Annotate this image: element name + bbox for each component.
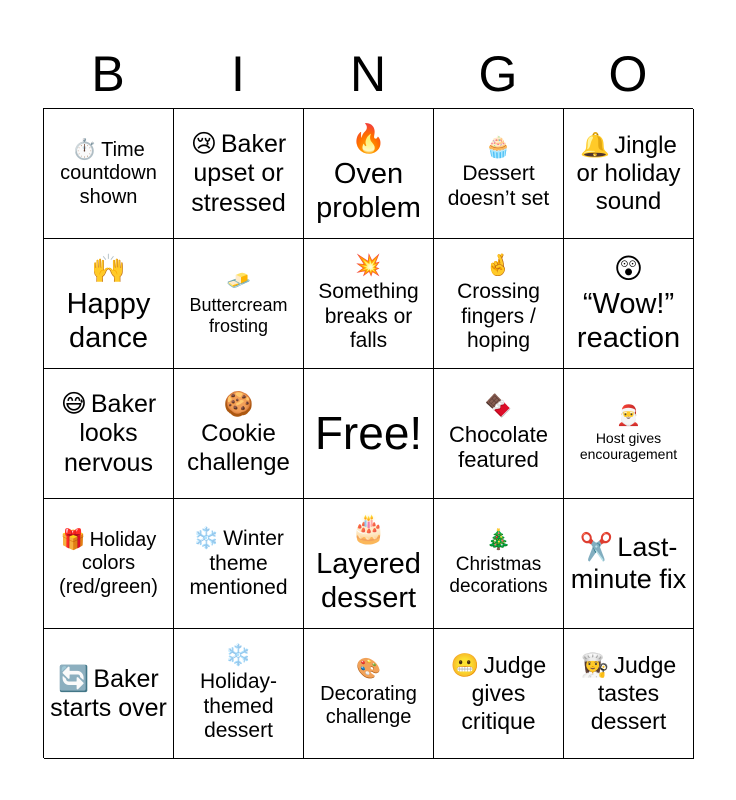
crossed-fingers-icon: 🤞 xyxy=(485,252,512,277)
cell-content xyxy=(178,390,299,477)
cell-label: Last-minute fix xyxy=(570,531,687,594)
cell-content xyxy=(48,389,169,479)
cell-label: Decorating challenge xyxy=(320,682,417,729)
bingo-cell[interactable] xyxy=(434,369,564,499)
cell-content xyxy=(178,129,299,219)
bingo-cell[interactable] xyxy=(174,369,304,499)
bingo-cell[interactable] xyxy=(564,109,694,239)
bingo-cell[interactable] xyxy=(174,499,304,629)
header-letter-o: O xyxy=(608,46,648,102)
bingo-cell[interactable] xyxy=(174,109,304,239)
cell-content xyxy=(48,138,169,210)
cell-label: Oven problem xyxy=(316,157,421,225)
bingo-cell[interactable] xyxy=(304,239,434,369)
cookie-icon: 🍪 xyxy=(223,390,254,419)
bingo-cell[interactable] xyxy=(174,239,304,369)
cell-content xyxy=(308,122,429,225)
cell-label: Holiday-themed dessert xyxy=(199,669,278,743)
cell-content xyxy=(308,253,429,354)
bingo-cell[interactable] xyxy=(434,629,564,759)
bingo-header xyxy=(43,40,693,108)
cell-label: Jingle or holiday sound xyxy=(576,131,681,216)
cell-content xyxy=(48,664,169,724)
cell-content xyxy=(568,532,689,596)
fire-icon: 🔥 xyxy=(351,121,386,155)
cell-label: Baker looks nervous xyxy=(64,389,157,477)
bingo-cell[interactable] xyxy=(304,499,434,629)
cell-content xyxy=(438,253,559,354)
raised-hands-icon: 🙌 xyxy=(91,251,126,285)
counterclockwise-arrows-icon: 🔄 xyxy=(58,663,90,693)
cell-label: Christmas decorations xyxy=(449,553,548,598)
bingo-cell[interactable] xyxy=(44,109,174,239)
cell-content xyxy=(308,657,429,730)
bingo-cell[interactable] xyxy=(304,109,434,239)
cell-content xyxy=(178,643,299,744)
cell-content xyxy=(48,252,169,355)
cell-label: Winter theme mentioned xyxy=(189,526,288,600)
cupcake-icon: 🧁 xyxy=(485,135,512,160)
free-space-cell[interactable] xyxy=(304,369,434,499)
cell-label: Dessert doesn’t set xyxy=(447,162,550,210)
cell-content xyxy=(438,528,559,598)
bell-icon: 🔔 xyxy=(580,130,611,159)
bingo-cell[interactable] xyxy=(44,629,174,759)
bingo-cell[interactable] xyxy=(434,239,564,369)
header-letter-n: N xyxy=(349,46,387,102)
cell-label: Crossing fingers / hoping xyxy=(457,279,540,353)
bingo-cell[interactable] xyxy=(434,109,564,239)
cell-label: Host gives encouragement xyxy=(579,429,678,463)
cell-label: Something breaks or falls xyxy=(318,279,419,353)
bingo-grid xyxy=(43,108,693,758)
cook-icon: 👩‍🍳 xyxy=(580,653,610,680)
artist-palette-icon: 🎨 xyxy=(356,656,381,681)
cell-content xyxy=(568,131,689,217)
cell-content xyxy=(568,652,689,734)
cell-content xyxy=(438,135,559,211)
crying-face-icon: 😢 xyxy=(190,128,217,158)
bingo-cell[interactable] xyxy=(564,499,694,629)
cell-label: Baker upset or stressed xyxy=(191,129,287,217)
santa-icon: 🎅 xyxy=(616,403,641,428)
bingo-cell[interactable] xyxy=(434,499,564,629)
cell-content xyxy=(178,526,299,601)
bingo-cell[interactable] xyxy=(564,629,694,759)
cell-content xyxy=(178,269,299,337)
bingo-cell[interactable] xyxy=(44,369,174,499)
snowflake-icon: ❄️ xyxy=(225,642,252,667)
header-letter-g: G xyxy=(478,46,518,102)
cell-label: “Wow!” reaction xyxy=(576,287,681,355)
cell-label: Time countdown shown xyxy=(60,138,157,208)
chocolate-bar-icon: 🍫 xyxy=(484,393,513,419)
cell-content xyxy=(48,528,169,600)
cell-label: Holiday colors (red/green) xyxy=(59,528,158,598)
sweat-smile-icon: 😅 xyxy=(60,388,87,418)
snowflake-icon: ❄️ xyxy=(193,525,220,550)
cell-label: Chocolate featured xyxy=(448,421,549,473)
collision-icon: 💥 xyxy=(355,252,382,277)
gift-icon: 🎁 xyxy=(60,526,86,551)
bingo-cell[interactable] xyxy=(304,629,434,759)
grimacing-face-icon: 😬 xyxy=(450,653,480,680)
stopwatch-icon: ⏱️ xyxy=(72,136,98,161)
cell-content xyxy=(568,404,689,463)
bingo-cell[interactable] xyxy=(44,239,174,369)
free-space-label: Free! xyxy=(314,407,423,460)
scissors-icon: ✂️ xyxy=(579,531,614,563)
cell-content xyxy=(438,652,559,734)
cell-content xyxy=(568,252,689,355)
header-letter-b: B xyxy=(91,46,125,102)
header-letter-i: I xyxy=(231,46,245,102)
bingo-cell[interactable] xyxy=(44,499,174,629)
cell-content xyxy=(315,406,422,460)
cell-label: Judge gives critique xyxy=(461,652,547,734)
cell-label: Judge tastes dessert xyxy=(590,652,677,734)
cell-label: Layered dessert xyxy=(316,547,421,615)
cell-content xyxy=(438,394,559,474)
christmas-tree-icon: 🎄 xyxy=(486,527,511,552)
astonished-face-icon: 😲 xyxy=(613,251,644,285)
cell-label: Baker starts over xyxy=(50,664,167,722)
cell-label: Happy dance xyxy=(66,287,151,355)
bingo-cell[interactable] xyxy=(564,369,694,499)
cell-label: Cookie challenge xyxy=(187,420,290,476)
cell-content xyxy=(308,512,429,615)
birthday-cake-icon: 🎂 xyxy=(351,511,386,545)
bingo-cell[interactable] xyxy=(564,239,694,369)
cell-label: Buttercream frosting xyxy=(189,295,288,337)
butter-icon: 🧈 xyxy=(226,268,251,293)
bingo-cell[interactable] xyxy=(174,629,304,759)
